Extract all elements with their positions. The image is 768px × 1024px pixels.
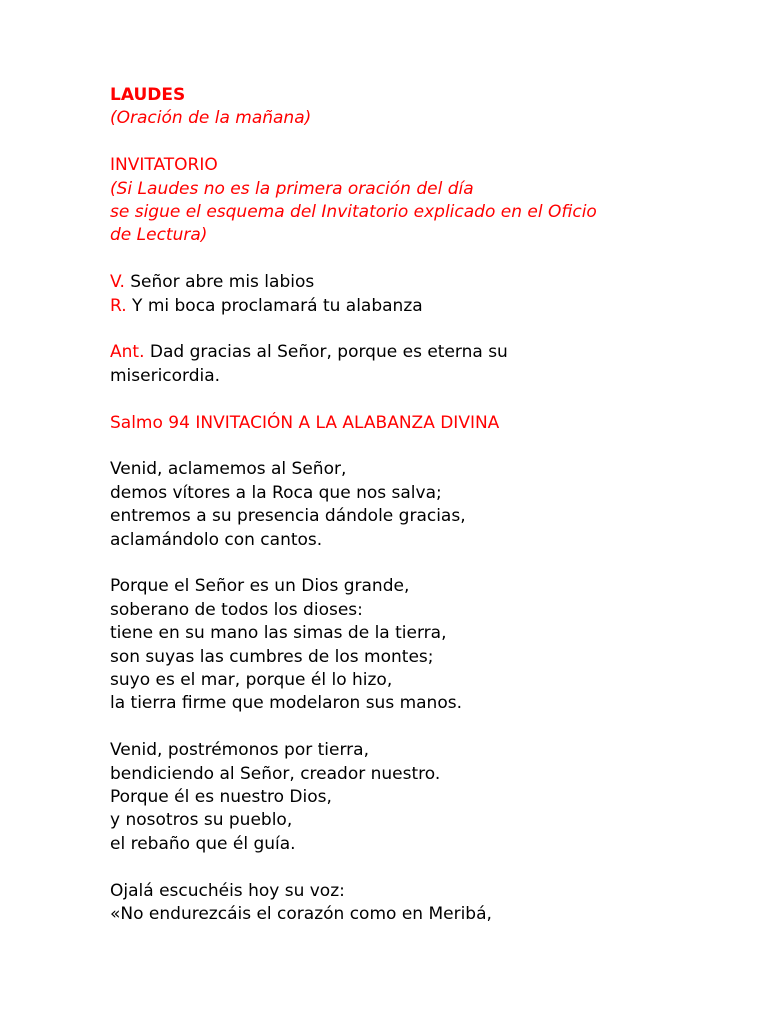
document-page: [110, 84, 730, 927]
psalm-verse: la tierra firme que modelaron sus manos.: [110, 693, 462, 714]
psalm-stanza: [110, 880, 730, 927]
spacer: [110, 552, 730, 575]
response-text: Y mi boca proclamará tu alabanza: [126, 295, 423, 316]
spacer: [110, 856, 730, 879]
versicle: [110, 271, 730, 294]
spacer: [110, 435, 730, 458]
spacer: [110, 318, 730, 341]
psalm-verse: suyo es el mar, porque él lo hizo,: [110, 670, 393, 691]
psalm-verse: Ojalá escuchéis hoy su voz:: [110, 880, 345, 901]
invitatorio-note-line: se sigue el esquema del Invitatorio explicado en el Oficio: [110, 202, 597, 223]
invitatorio-note-line: de Lectura): [110, 225, 208, 246]
psalm-verse: y nosotros su pueblo,: [110, 810, 293, 831]
invitatorio-note-line: (Si Laudes no es la primera oración del día: [110, 178, 474, 199]
response-marker: R.: [110, 295, 127, 316]
spacer: [110, 131, 730, 154]
psalm-verse: Porque el Señor es un Dios grande,: [110, 576, 410, 597]
invitatorio-title: INVITATORIO: [110, 155, 218, 176]
psalm-stanza: [110, 458, 730, 552]
versicle-text: Señor abre mis labios: [124, 272, 315, 293]
office-subtitle: (Oración de la mañana): [110, 108, 312, 129]
response: [110, 295, 730, 318]
psalm-verse: soberano de todos los dioses:: [110, 599, 363, 620]
psalm-verse: son suyas las cumbres de los montes;: [110, 646, 434, 667]
psalm-verse: bendiciendo al Señor, creador nuestro.: [110, 763, 441, 784]
psalm-stanza: [110, 575, 730, 715]
antiphon-continuation: misericordia.: [110, 365, 221, 386]
psalm-verse: Porque él es nuestro Dios,: [110, 787, 332, 808]
antiphon-marker: Ant.: [110, 342, 145, 363]
psalm-stanza: [110, 739, 730, 856]
office-title: LAUDES: [110, 85, 186, 105]
psalm-verse: demos vítores a la Roca que nos salva;: [110, 482, 442, 503]
psalm-verse: aclamándolo con cantos.: [110, 529, 323, 550]
psalm-verse: «No endurezcáis el corazón como en Meribá,: [110, 904, 492, 925]
psalm-verse: el rebaño que él guía.: [110, 833, 296, 854]
spacer: [110, 248, 730, 271]
versicle-marker: V.: [110, 272, 125, 293]
psalm-verse: entremos a su presencia dándole gracias,: [110, 506, 466, 527]
spacer: [110, 388, 730, 411]
spacer: [110, 716, 730, 739]
antiphon-text: Dad gracias al Señor, porque es eterna su: [144, 342, 508, 363]
psalm-title: Salmo 94 INVITACIÓN A LA ALABANZA DIVINA: [110, 412, 500, 433]
psalm-verse: Venid, aclamemos al Señor,: [110, 459, 347, 480]
psalm-verse: tiene en su mano las simas de la tierra,: [110, 623, 447, 644]
psalm-verse: Venid, postrémonos por tierra,: [110, 740, 369, 761]
antiphon: [110, 341, 730, 364]
